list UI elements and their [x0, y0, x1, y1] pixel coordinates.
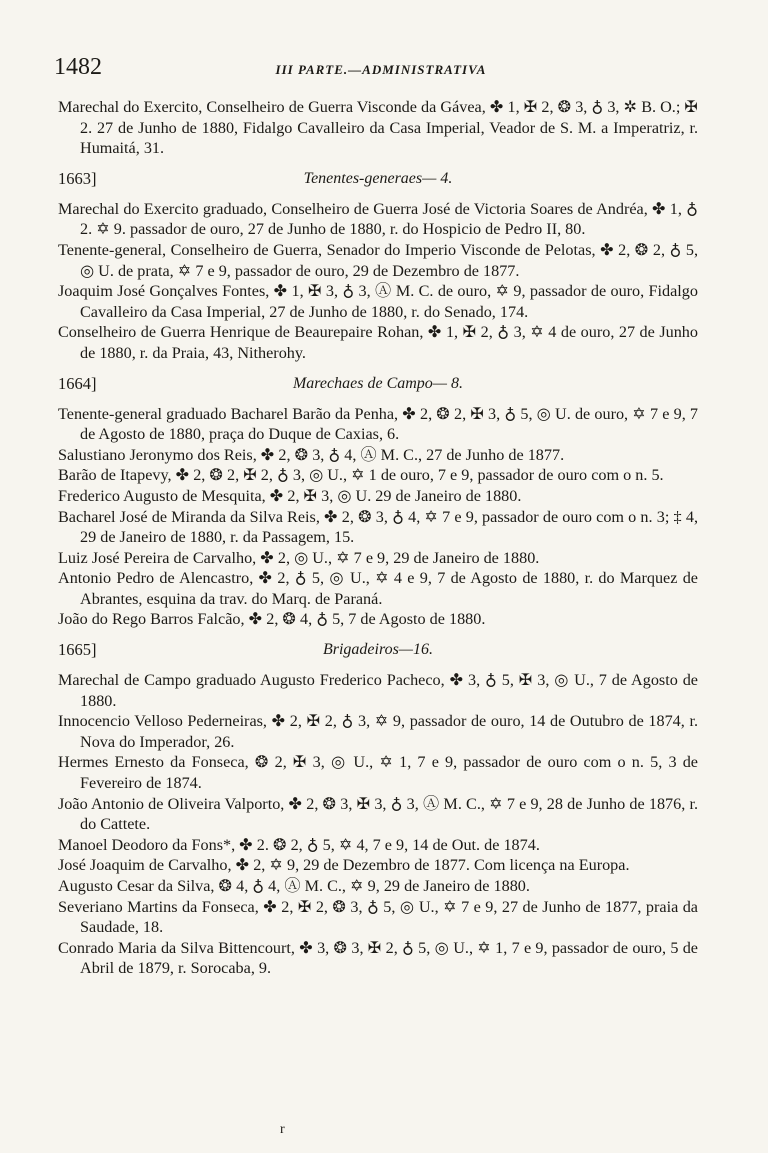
section-number: 1665] [58, 640, 97, 660]
section-title: Marechaes de Campo— 8. [292, 374, 464, 392]
entry: Marechal do Exercito graduado, Conselheiro de Guerra José de Victoria Soares de Andréa, ✤ 1, ♁ 2. ✡ 9. passador de ouro, 27 de Junho de 1880, r. do Hospicio de Pedro II, 80. [58, 199, 698, 239]
entry: Marechal de Campo graduado Augusto Frederico Pacheco, ✤ 3, ♁ 5, ✠ 3, ◎ U., 7 de Agosto de 1880. [58, 671, 698, 710]
page-header [54, 54, 708, 84]
intro-entry: Marechal do Exercito, Conselheiro de Guerra Visconde da Gávea, ✤ 1, ✠ 2, ❂ 3, ♁ 3, ✲ B. O.; ✠ 2. 27 de Junho de 1880, Fidalgo Cavalleiro da Casa Imperial, Veador de S. M. a Imperatriz, r. Humaitá, 31. [58, 98, 698, 158]
entry: Conrado Maria da Silva Bittencourt, ✤ 3, ❂ 3, ✠ 2, ♁ 5, ◎ U., ✡ 1, 7 e 9, passador de ouro, 5 de Abril de 1879, r. Sorocaba, 9. [58, 938, 698, 978]
footer-mark: r [280, 1122, 285, 1137]
entry: Manoel Deodoro da Fons*, ✤ 2. ❂ 2, ♁ 5, ✡ 4, 7 e 9, 14 de Out. de 1874. [58, 835, 540, 854]
entry: João Antonio de Oliveira Valporto, ✤ 2, ❂ 3, ✠ 3, ♁ 3, Ⓐ M. C., ✡ 7 e 9, 28 de Junho de 1876, r. do Cattete. [58, 794, 698, 834]
page-body [58, 97, 698, 979]
section-heading-1664 [58, 374, 698, 398]
section-number: 1664] [58, 373, 97, 393]
entry: Severiano Martins da Fonseca, ✤ 2, ✠ 2, ❂ 3, ♁ 5, ◎ U., ✡ 7 e 9, 27 de Junho de 1877, praia da Saudade, 18. [58, 897, 698, 937]
section-heading-1665 [58, 640, 698, 664]
entry: Barão de Itapevy, ✤ 2, ❂ 2, ✠ 2, ♁ 3, ◎ U., ✡ 1 de ouro, 7 e 9, passador de ouro com o n. 5. [58, 466, 664, 485]
entry: Frederico Augusto de Mesquita, ✤ 2, ✠ 3, ◎ U. 29 de Janeiro de 1880. [58, 486, 522, 505]
entry: Conselheiro de Guerra Henrique de Beaurepaire Rohan, ✤ 1, ✠ 2, ♁ 3, ✡ 4 de ouro, 27 de Junho de 1880, r. da Praia, 43, Nitherohy. [58, 323, 698, 362]
entry: Salustiano Jeronymo dos Reis, ✤ 2, ❂ 3, ♁ 4, Ⓐ M. C., 27 de Junho de 1877. [58, 445, 565, 464]
section-title: Tenentes-generaes— 4. [303, 169, 453, 187]
entry: Tenente-general graduado Bacharel Barão da Penha, ✤ 2, ❂ 2, ✠ 3, ♁ 5, ◎ U. de ouro, ✡ 7 e 9, 7 de Agosto de 1880, praça do Duque de Caxias, 6. [58, 404, 698, 444]
section-title: Brigadeiros—16. [322, 641, 434, 659]
running-head: III PARTE.—ADMINISTRATIVA [275, 62, 487, 77]
entry: Bacharel José de Miranda da Silva Reis, ✤ 2, ❂ 3, ♁ 4, ✡ 7 e 9, passador de ouro com o n. 3; ‡ 4, 29 de Janeiro de 1880, r. da Passagem, 15. [58, 507, 698, 547]
entry: José Joaquim de Carvalho, ✤ 2, ✡ 9, 29 de Dezembro de 1877. Com licença na Europa. [58, 856, 630, 875]
entry: Joaquim José Gonçalves Fontes, ✤ 1, ✠ 3, ♁ 3, Ⓐ M. C. de ouro, ✡ 9, passador de ouro, Fidalgo Cavalleiro da Casa Imperial, 27 de Junho de 1880, r. do Senado, 174. [58, 282, 698, 321]
entry: João do Rego Barros Falcão, ✤ 2, ❂ 4, ♁ 5, 7 de Agosto de 1880. [58, 610, 486, 629]
entry: Augusto Cesar da Silva, ❂ 4, ♁ 4, Ⓐ M. C., ✡ 9, 29 de Janeiro de 1880. [58, 877, 530, 895]
entry: Antonio Pedro de Alencastro, ✤ 2, ♁ 5, ◎ U., ✡ 4 e 9, 7 de Agosto de 1880, r. do Marquez de Abrantes, esquina da trav. do Marq. de Paraná. [58, 569, 698, 608]
entry: Luiz José Pereira de Carvalho, ✤ 2, ◎ U., ✡ 7 e 9, 29 de Janeiro de 1880. [58, 548, 540, 567]
section-number: 1663] [58, 168, 97, 188]
entry: Innocencio Velloso Pederneiras, ✤ 2, ✠ 2, ♁ 3, ✡ 9, passador de ouro, 14 de Outubro de 1874, r. Nova do Imperador, 26. [58, 712, 698, 751]
page-number: 1482 [54, 54, 102, 80]
entry: Tenente-general, Conselheiro de Guerra, Senador do Imperio Visconde de Pelotas, ✤ 2, ❂ 2, ♁ 5, ◎ U. de prata, ✡ 7 e 9, passador de ouro, 29 de Dezembro de 1877. [58, 240, 698, 280]
section-heading-1663 [58, 169, 698, 193]
entry: Hermes Ernesto da Fonseca, ❂ 2, ✠ 3, ◎ U., ✡ 1, 7 e 9, passador de ouro com o n. 5, 3 de Fevereiro de 1874. [58, 753, 698, 793]
